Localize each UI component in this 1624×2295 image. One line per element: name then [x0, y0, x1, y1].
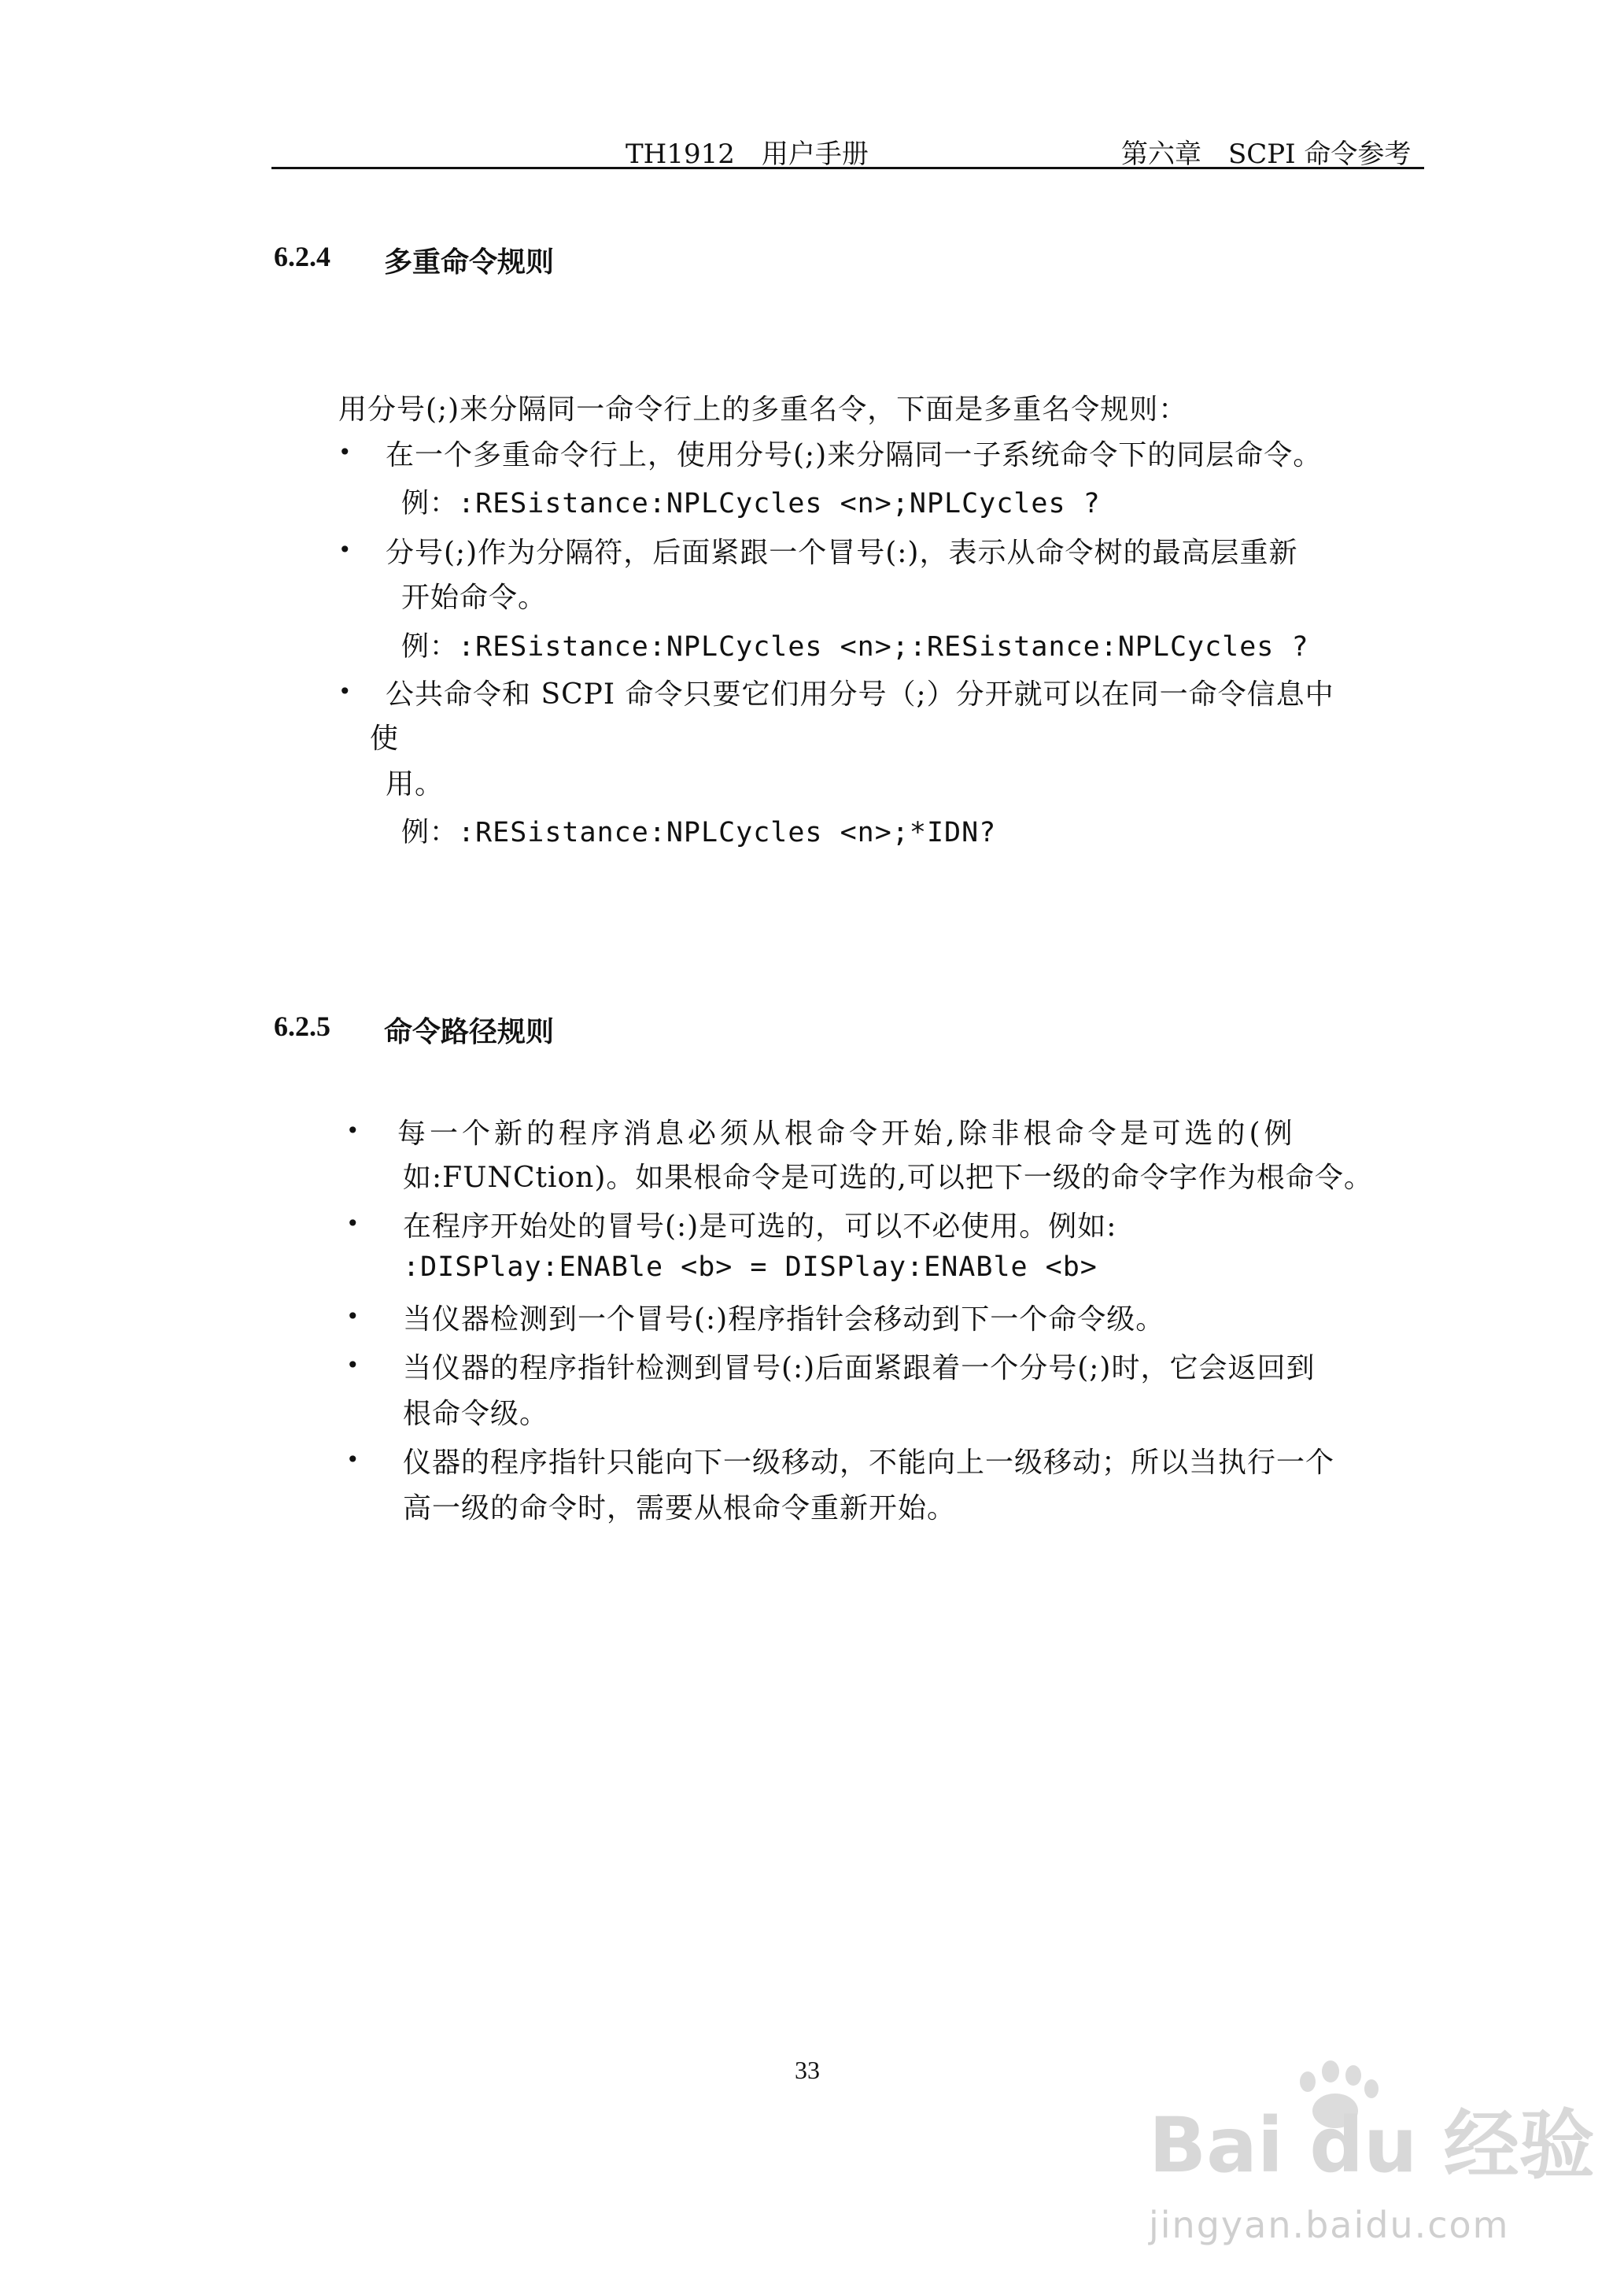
bullet-marker: • — [338, 439, 352, 465]
bullet-text-continuation: 用。 — [386, 768, 445, 800]
bullet-text-continuation: 如:FUNCtion)。如果根命令是可选的,可以把下一级的命令字作为根命令。 — [403, 1162, 1373, 1194]
section-title: 多重命令规则 — [384, 246, 555, 278]
section-intro: 用分号(;)来分隔同一命令行上的多重名令，下面是多重名令规则： — [338, 394, 1188, 426]
bullet-marker: • — [346, 1303, 360, 1329]
code-example: 例：:RESistance:NPLCycles <n>;*IDN? — [401, 817, 997, 848]
section-number: 6.2.4 — [274, 241, 330, 272]
bullet-marker: • — [346, 1352, 360, 1378]
bullet-marker: • — [346, 1210, 360, 1236]
bullet-text: 每一个新的程序消息必须从根命令开始,除非根命令是可选的(例 — [397, 1118, 1297, 1150]
watermark-url: jingyan.baidu.com — [1149, 2204, 1510, 2246]
section-title: 命令路径规则 — [384, 1016, 555, 1048]
header-left: TH1912 用户手册 — [626, 139, 869, 170]
header-right: 第六章 SCPI 命令参考 — [1121, 139, 1412, 170]
header-divider — [271, 167, 1424, 169]
bullet-text: 当仪器的程序指针检测到冒号(:)后面紧跟着一个分号(;)时，它会返回到 — [403, 1352, 1316, 1384]
bullet-text-continuation: 高一级的命令时，需要从根命令重新开始。 — [403, 1492, 957, 1524]
code-example: 例：:RESistance:NPLCycles <n>;NPLCycles ? — [401, 488, 1101, 519]
bullet-text: 分号(;)作为分隔符，后面紧跟一个冒号(:)，表示从命令树的最高层重新 — [386, 537, 1298, 569]
code-example: 例：:RESistance:NPLCycles <n>;:RESistance:NPLCycles ? — [401, 631, 1309, 663]
page-number: 33 — [795, 2056, 820, 2084]
code-example: :DISPlay:ENABle <b> = DISPlay:ENABle <b> — [403, 1251, 1098, 1283]
bullet-text-continuation: 使 — [370, 722, 400, 755]
bullet-marker: • — [346, 1447, 360, 1473]
bullet-marker: • — [338, 678, 352, 704]
bullet-text: 当仪器检测到一个冒号(:)程序指针会移动到下一个命令级。 — [403, 1303, 1165, 1336]
section-number: 6.2.5 — [274, 1011, 330, 1042]
bullet-marker: • — [338, 537, 352, 563]
bullet-text-continuation: 根命令级。 — [403, 1398, 549, 1430]
bullet-marker: • — [346, 1118, 360, 1144]
watermark-logo: Bai du 经验 — [1149, 2101, 1595, 2190]
bullet-text: 在程序开始处的冒号(:)是可选的，可以不必使用。例如: — [403, 1210, 1117, 1243]
bullet-text: 在一个多重命令行上，使用分号(;)来分隔同一子系统命令下的同层命令。 — [386, 439, 1323, 471]
bullet-text: 公共命令和 SCPI 命令只要它们用分号（;）分开就可以在同一命令信息中 — [386, 678, 1334, 711]
bullet-text-continuation: 开始命令。 — [401, 582, 548, 614]
bullet-text: 仪器的程序指针只能向下一级移动，不能向上一级移动；所以当执行一个 — [403, 1447, 1335, 1479]
